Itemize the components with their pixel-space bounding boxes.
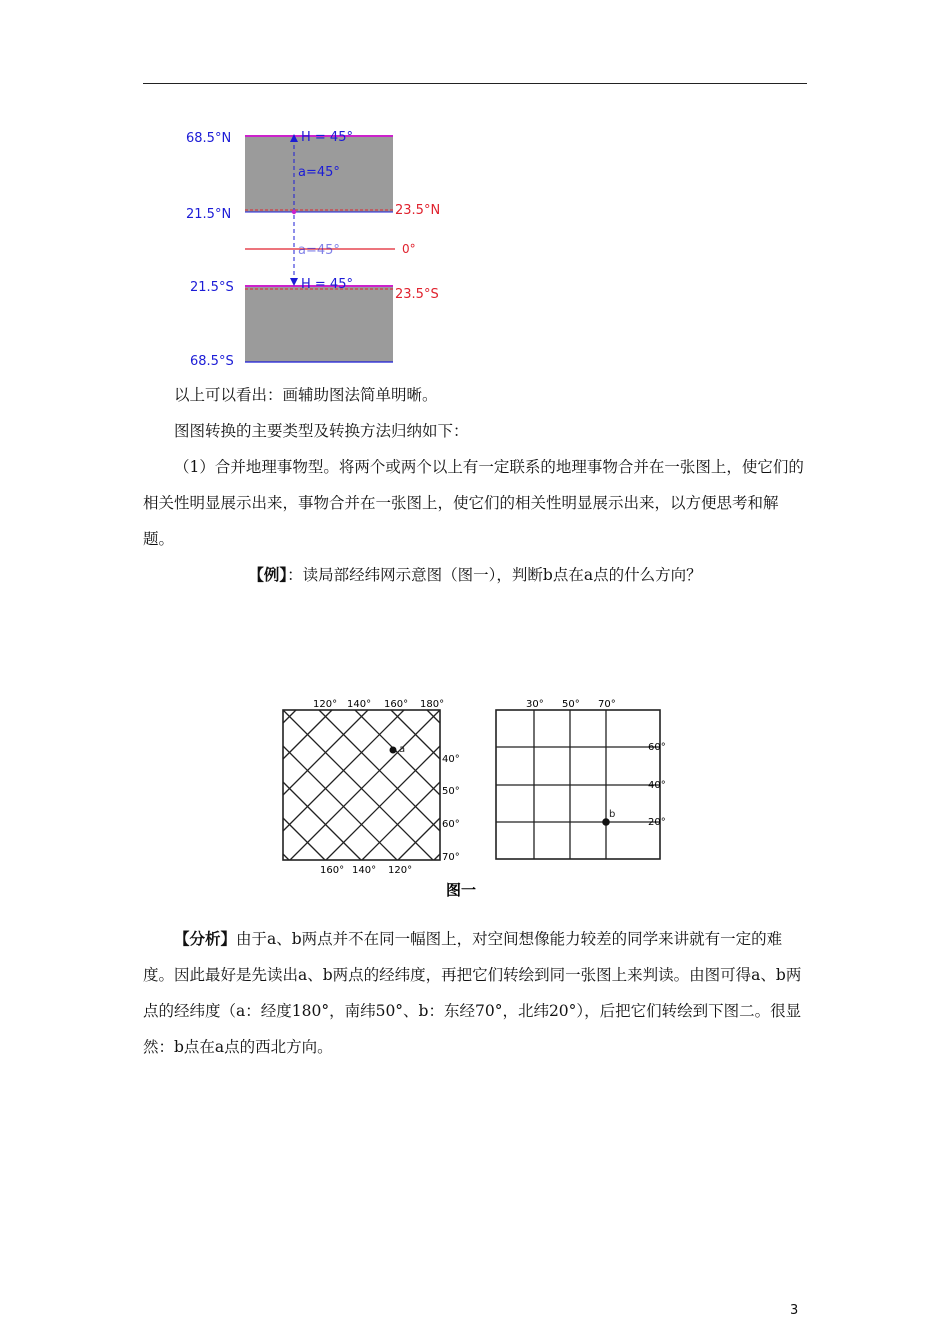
left-right-label-1: 40° [442,754,460,765]
figure-caption: 图一 [446,881,477,899]
graticule-line [434,854,440,860]
label-h-top: H = 45° [301,130,353,145]
graticule-line [283,710,433,860]
left-map-grid [283,710,440,860]
page-number: 3 [790,1303,799,1318]
example-question [143,557,807,593]
analysis-text: 由于a、b两点并不在同一幅图上，对空间想像能力较差的同学来讲就有一定的难度。因此最好是先读出a、b两点的经纬度，再把它们转绘到同一张图上来判读。由图可得a、b两点的经纬度（a：经度180°，南纬50°、b：东经70°，北纬20°），后把它们转绘到下图二。很显然：b点在a点的西北方向。 [143,930,802,1056]
example-label: 【例】 [248,565,288,584]
label-a-mid: a=45° [298,243,340,258]
right-right-label-1: 60° [648,742,666,753]
solar-altitude-diagram [170,120,470,380]
left-top-label-4: 180° [420,699,445,710]
header-rule [143,83,807,84]
left-bottom-label-3: 120° [388,865,413,876]
analysis-label: 【分析】 [174,929,237,948]
right-right-label-2: 40° [648,780,666,791]
right-top-label-3: 70° [598,699,616,710]
label-21s: 21.5°S [190,280,234,295]
example-text: ：读局部经纬网示意图（图一），判断b点在a点的什么方向？ [287,566,702,584]
left-bottom-label-2: 140° [352,865,377,876]
sun-point-marker [292,210,296,214]
left-graticule-map [283,699,460,876]
label-equator: 0° [402,242,416,256]
sentence-summary-intro: 图图转换的主要类型及转换方法归纳如下： [174,422,469,440]
right-top-label-2: 50° [562,699,580,710]
left-right-label-4: 70° [442,852,460,863]
left-bottom-label-1: 160° [320,865,345,876]
right-graticule-map [496,699,666,859]
graticule-line [283,854,289,860]
graticule-line [290,710,440,860]
analysis-paragraph [143,921,807,1065]
point-b-label: b [609,809,616,820]
left-map-frame [283,710,440,860]
label-tropic-n: 23.5°N [395,203,441,218]
label-h-bottom: H = 45° [301,277,353,292]
south-gray-band [245,286,393,362]
right-top-label-1: 30° [526,699,544,710]
label-a-top: a=45° [298,165,340,180]
graticule-line [362,782,440,860]
text-block-1 [143,377,807,593]
label-tropic-s: 23.5°S [395,287,439,302]
right-right-label-3: 20° [648,817,666,828]
left-right-label-3: 60° [442,819,460,830]
point-a-marker [390,747,397,754]
left-top-label-2: 140° [347,699,372,710]
graticule-line [283,746,397,860]
graticule-line [326,746,440,860]
paragraph-type-1: （1）合并地理事物型。将两个或两个以上有一定联系的地理事物合并在一张图上，使它们的相关性明显展示出来，事物合并在一张图上，使它们的相关性明显展示出来，以方便思考和解题。 [143,458,804,548]
graticule-line [283,782,361,860]
label-21n: 21.5°N [186,207,232,222]
sentence-conclusion: 以上可以看出：画辅助图法简单明晰。 [174,386,438,404]
left-right-label-2: 50° [442,786,460,797]
left-top-label-3: 160° [384,699,409,710]
label-68n: 68.5°N [186,131,232,146]
point-a-label: a [399,744,406,755]
label-68s: 68.5°S [190,354,234,369]
graticule-figure [280,690,670,905]
arrow-down-icon [290,278,298,286]
left-top-label-1: 120° [313,699,338,710]
